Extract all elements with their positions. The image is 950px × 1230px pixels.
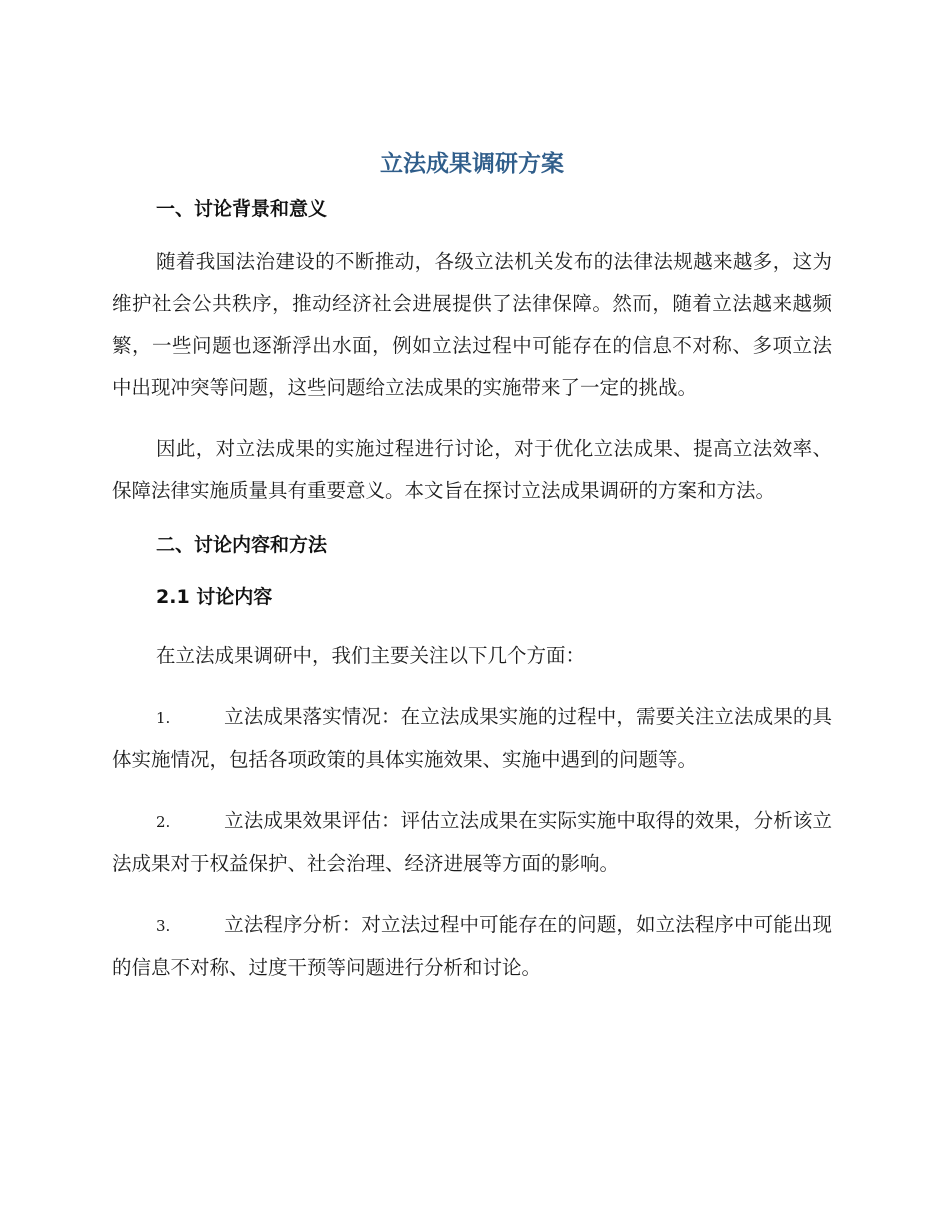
list-item-number: 3.	[156, 917, 171, 935]
list-item-text: 立法程序分析：对立法过程中可能存在的问题，如立法程序中可能出现的信息不对称、过度干预等问题进行分析和讨论。	[112, 913, 832, 979]
document-title: 立法成果调研方案	[380, 151, 564, 177]
list-item	[112, 696, 832, 781]
paragraph-significance: 因此，对立法成果的实施过程进行讨论，对于优化立法成果、提高立法效率、保障法律实施质量具有重要意义。本文旨在探讨立法成果调研的方案和方法。	[112, 437, 832, 502]
subsection-heading-content: 2.1 讨论内容	[156, 586, 273, 608]
list-item-number: 1.	[156, 709, 171, 727]
paragraph-intro: 在立法成果调研中，我们主要关注以下几个方面：	[156, 644, 586, 667]
section-heading-content-method: 二、讨论内容和方法	[156, 534, 328, 556]
section-heading-background: 一、讨论背景和意义	[156, 198, 328, 220]
list-item	[112, 800, 832, 885]
paragraph-background: 随着我国法治建设的不断推动，各级立法机关发布的法律法规越来越多，这为维护社会公共秩序，推动经济社会进展提供了法律保障。然而，随着立法越来越频繁，一些问题也逐渐浮出水面，例如立法过程中可能存在的信息不对称、多项立法中出现冲突等问题，这些问题给立法成果的实施带来了一定的挑战。	[112, 250, 832, 399]
list-item	[112, 904, 832, 989]
list-item-text: 立法成果落实情况：在立法成果实施的过程中，需要关注立法成果的具体实施情况，包括各项政策的具体实施效果、实施中遇到的问题等。	[112, 705, 832, 771]
list-item-text: 立法成果效果评估：评估立法成果在实际实施中取得的效果，分析该立法成果对于权益保护、社会治理、经济进展等方面的影响。	[112, 809, 832, 875]
list-item-number: 2.	[156, 813, 171, 831]
